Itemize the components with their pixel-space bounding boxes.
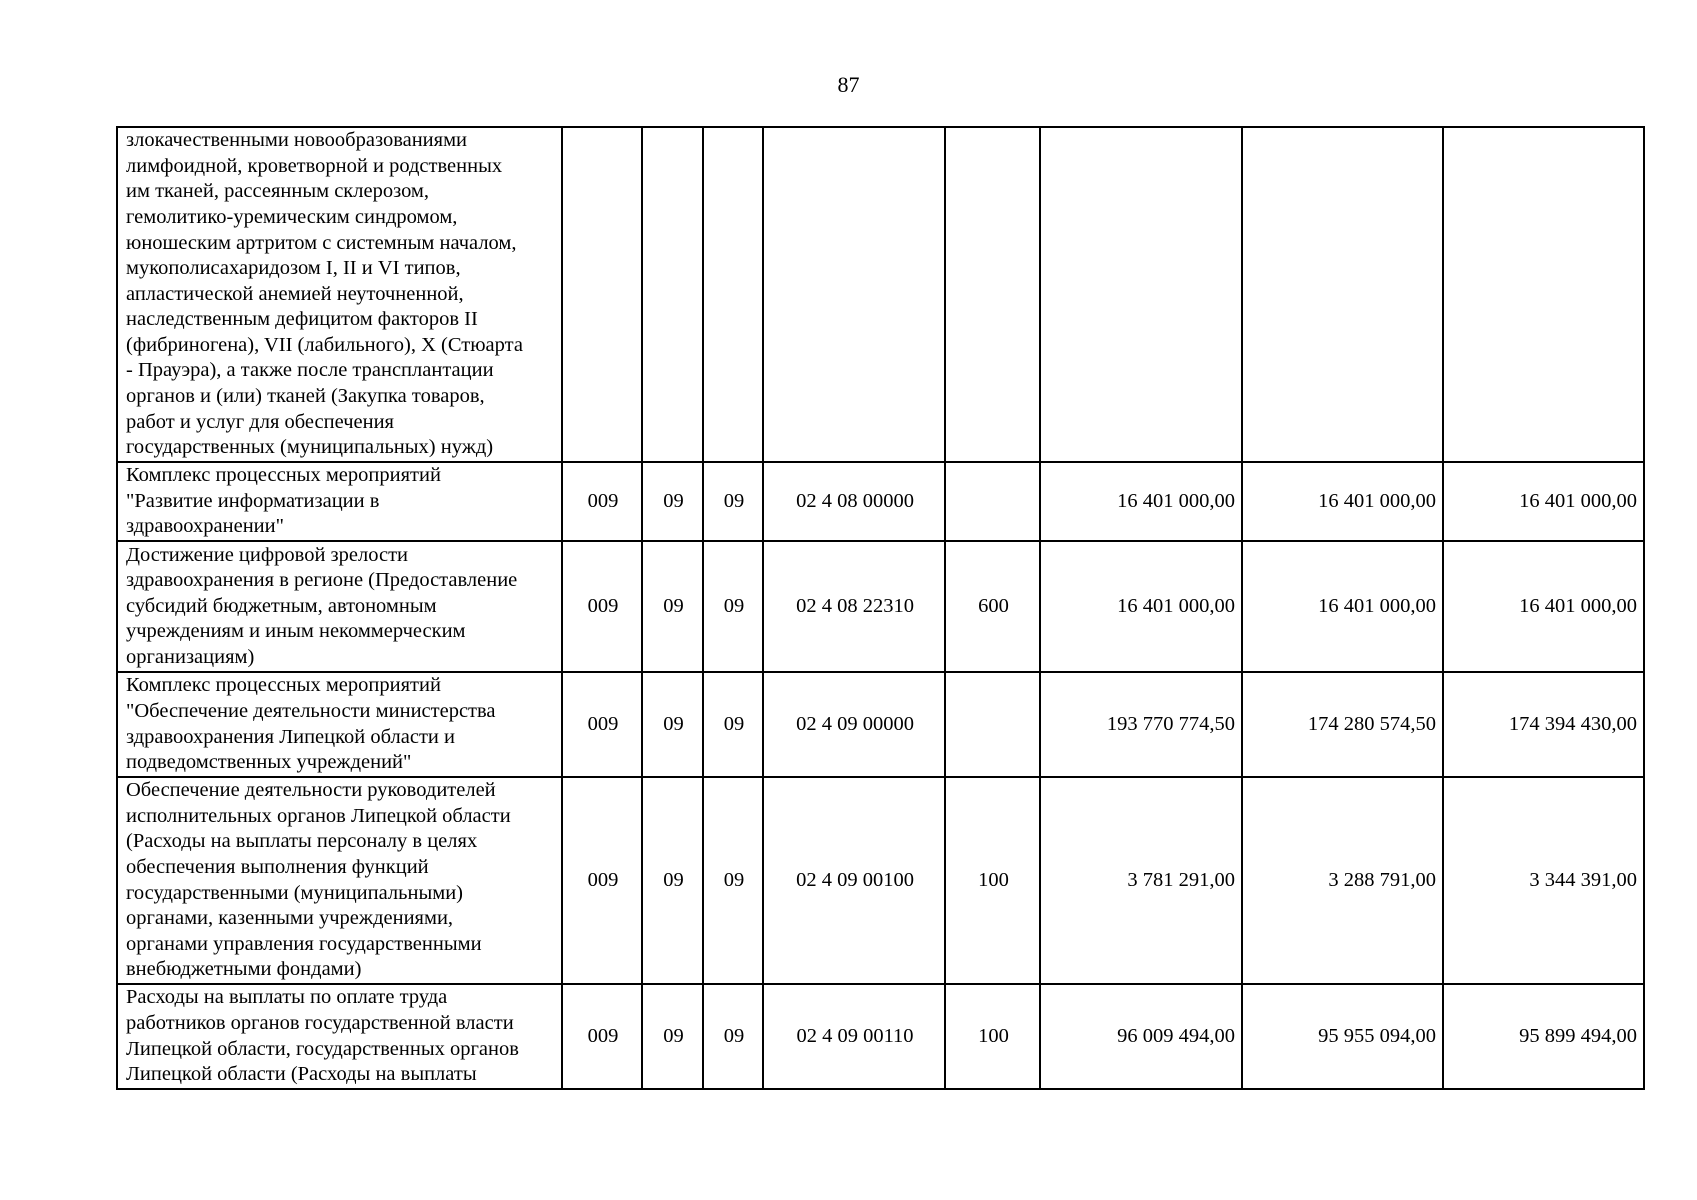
amount-year-1: 16 401 000,00 (1040, 541, 1242, 672)
expense-type-code (945, 462, 1040, 541)
table-row (117, 127, 1644, 462)
amount-year-1: 3 781 291,00 (1040, 777, 1242, 984)
table-row (117, 672, 1644, 777)
amount-year-2 (1242, 127, 1443, 462)
amount-year-3: 16 401 000,00 (1443, 541, 1644, 672)
expense-type-code (945, 672, 1040, 777)
amount-year-1: 16 401 000,00 (1040, 462, 1242, 541)
subsection-code: 09 (703, 777, 763, 984)
subsection-code: 09 (703, 541, 763, 672)
ministry-code: 009 (562, 672, 642, 777)
row-description: Достижение цифровой зрелости здравоохранения в регионе (Предоставление субсидий бюджетным, автономным учреждениям и иным некоммерческим организациям) (117, 541, 562, 672)
amount-year-3: 3 344 391,00 (1443, 777, 1644, 984)
table-row (117, 541, 1644, 672)
section-code: 09 (642, 462, 703, 541)
amount-year-3: 174 394 430,00 (1443, 672, 1644, 777)
amount-year-2: 16 401 000,00 (1242, 462, 1443, 541)
ministry-code (562, 127, 642, 462)
section-code: 09 (642, 672, 703, 777)
target-article-code: 02 4 09 00110 (763, 984, 945, 1089)
subsection-code: 09 (703, 984, 763, 1089)
amount-year-1 (1040, 127, 1242, 462)
section-code: 09 (642, 777, 703, 984)
amount-year-3: 95 899 494,00 (1443, 984, 1644, 1089)
target-article-code: 02 4 09 00100 (763, 777, 945, 984)
section-code: 09 (642, 541, 703, 672)
section-code: 09 (642, 984, 703, 1089)
target-article-code: 02 4 08 00000 (763, 462, 945, 541)
subsection-code (703, 127, 763, 462)
amount-year-1: 96 009 494,00 (1040, 984, 1242, 1089)
expense-type-code: 100 (945, 984, 1040, 1089)
amount-year-2: 95 955 094,00 (1242, 984, 1443, 1089)
subsection-code: 09 (703, 672, 763, 777)
amount-year-3: 16 401 000,00 (1443, 462, 1644, 541)
ministry-code: 009 (562, 462, 642, 541)
section-code (642, 127, 703, 462)
page-number: 87 (837, 72, 860, 97)
expense-type-code (945, 127, 1040, 462)
ministry-code: 009 (562, 777, 642, 984)
row-description: злокачественными новообразованиями лимфоидной, кроветворной и родственных им тканей, рассеянным склерозом, гемолитико-уремическим синдромом, юношеским артритом с системным началом, мукополисахаридозом I, II и VI типов, апластической анемией неуточненной, наследственным дефицитом факторов II (фибриногена), VII (лабильного), X (Стюарта - Прауэра), а также после трансплантации органов и (или) тканей (Закупка товаров, работ и услуг для обеспечения государственных (муниципальных) нужд) (117, 127, 562, 462)
expense-type-code: 100 (945, 777, 1040, 984)
row-description: Обеспечение деятельности руководителей исполнительных органов Липецкой области (Расходы на выплаты персоналу в целях обеспечения выполнения функций государственными (муниципальными) органами, казенными учреждениями, органами управления государственными внебюджетными фондами) (117, 777, 562, 984)
amount-year-2: 16 401 000,00 (1242, 541, 1443, 672)
row-description: Комплекс процессных мероприятий "Обеспечение деятельности министерства здравоохранения Липецкой области и подведомственных учреждений" (117, 672, 562, 777)
ministry-code: 009 (562, 541, 642, 672)
expense-type-code: 600 (945, 541, 1040, 672)
target-article-code (763, 127, 945, 462)
table-row (117, 984, 1644, 1089)
target-article-code: 02 4 09 00000 (763, 672, 945, 777)
row-description: Комплекс процессных мероприятий "Развитие информатизации в здравоохранении" (117, 462, 562, 541)
amount-year-3 (1443, 127, 1644, 462)
row-description: Расходы на выплаты по оплате труда работников органов государственной власти Липецкой области, государственных органов Липецкой области (Расходы на выплаты (117, 984, 562, 1089)
table-row (117, 462, 1644, 541)
amount-year-2: 174 280 574,50 (1242, 672, 1443, 777)
table-row (117, 777, 1644, 984)
ministry-code: 009 (562, 984, 642, 1089)
subsection-code: 09 (703, 462, 763, 541)
amount-year-2: 3 288 791,00 (1242, 777, 1443, 984)
amount-year-1: 193 770 774,50 (1040, 672, 1242, 777)
budget-table (116, 126, 1645, 1090)
target-article-code: 02 4 08 22310 (763, 541, 945, 672)
